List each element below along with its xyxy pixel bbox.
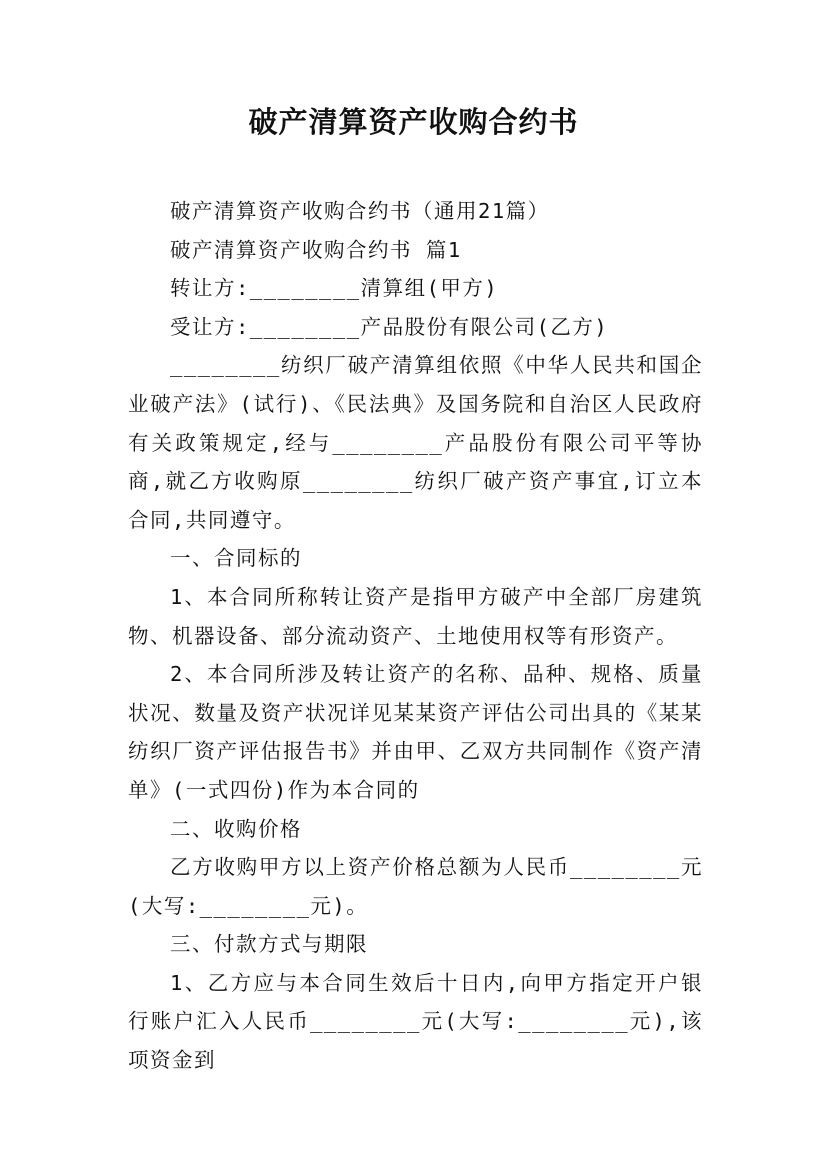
paragraph-heading-subject: 一、合同标的 xyxy=(170,546,302,571)
document-body xyxy=(128,192,703,1080)
paragraph-transferee: 受让方:________产品股份有限公司(乙方) xyxy=(170,314,609,339)
paragraph-price: 乙方收购甲方以上资产价格总额为人民币________元(大写:________元)。 xyxy=(128,855,703,918)
document-title: 破产清算资产收购合约书 xyxy=(248,105,579,139)
paragraph-preamble: ________纺织厂破产清算组依照《中华人民共和国企业破产法》(试行)、《民法典》及国务院和自治区人民政府有关政策规定,经与________产品股份有限公司平等协商,就乙方收购原________纺织厂破产资产事宜,订立本合同,共同遵守。 xyxy=(128,353,703,532)
paragraph-transferor: 转让方:________清算组(甲方) xyxy=(170,276,499,301)
paragraph-subtitle: 破产清算资产收购合约书（通用21篇） xyxy=(170,199,550,223)
paragraph-clause-3-1: 1、乙方应与本合同生效后十日内,向甲方指定开户银行账户汇入人民币________元(大写:________元),该项资金到 xyxy=(128,970,703,1073)
paragraph-heading-price: 二、收购价格 xyxy=(170,816,302,841)
paragraph-clause-1-2: 2、本合同所涉及转让资产的名称、品种、规格、质量状况、数量及资产状况详见某某资产评估公司出具的《某某纺织厂资产评估报告书》并由甲、乙双方共同制作《资产清单》(一式四份)作为本合同的 xyxy=(128,662,703,802)
paragraph-clause-1-1: 1、本合同所称转让资产是指甲方破产中全部厂房建筑物、机器设备、部分流动资产、土地使用权等有形资产。 xyxy=(128,584,703,648)
paragraph-section-heading: 破产清算资产收购合约书 篇1 xyxy=(170,237,462,262)
paragraph-heading-payment: 三、付款方式与期限 xyxy=(170,932,368,957)
